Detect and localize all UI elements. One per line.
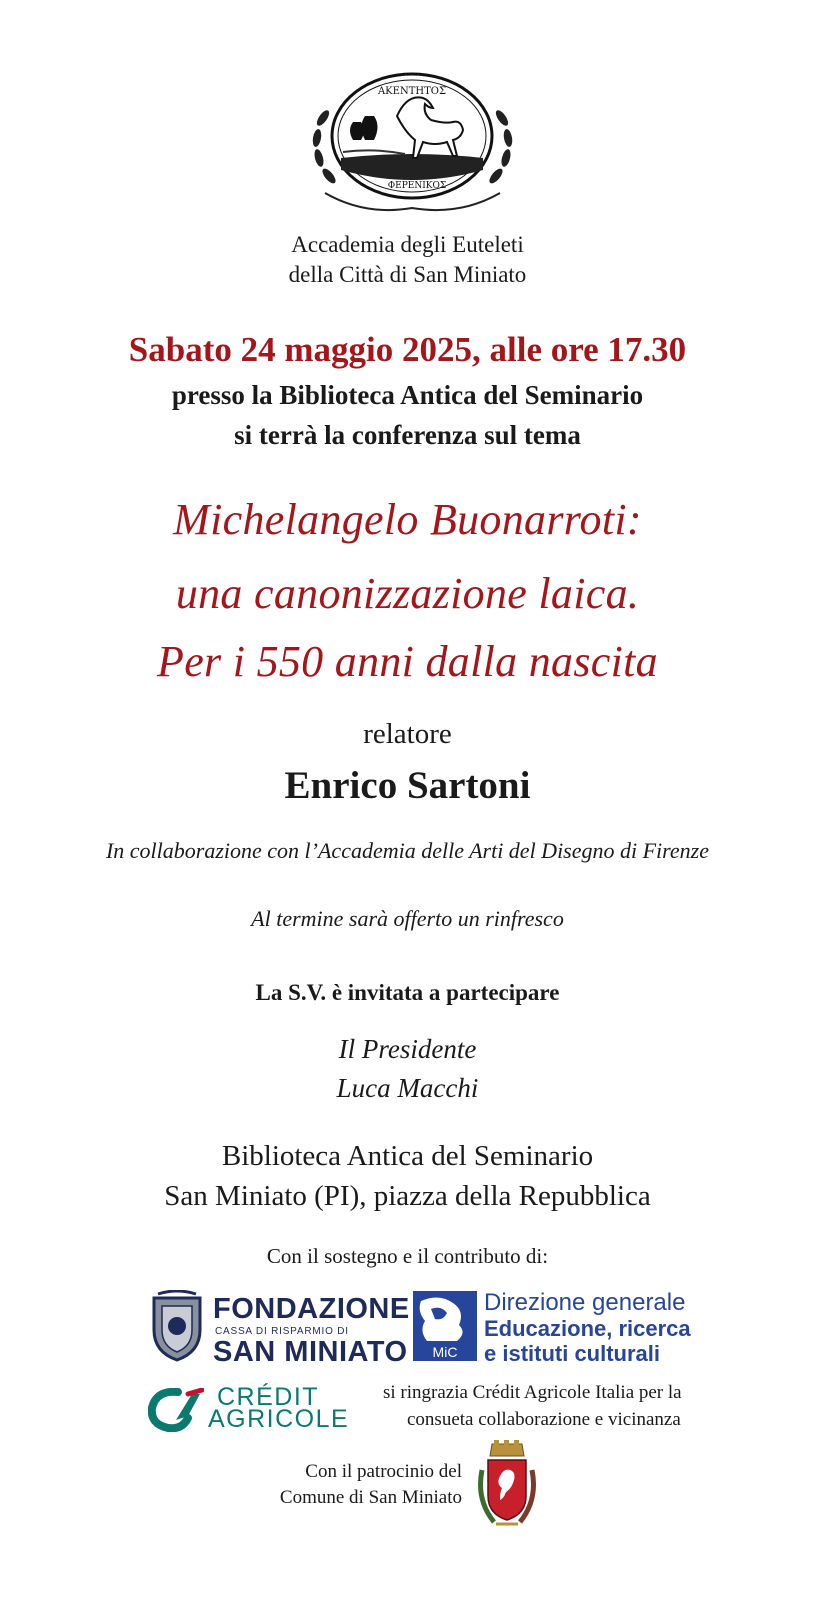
speaker-name: Enrico Sartoni <box>284 764 531 807</box>
venue-line1: Biblioteca Antica del Seminario <box>221 1140 594 1172</box>
mic-logo-line2: Educazione, ricerca <box>484 1316 691 1341</box>
patronage-line2: Comune di San Miniato <box>279 1487 462 1508</box>
academy-emblem-logo <box>305 58 520 218</box>
invitation-note: La S.V. è invitata a partecipare <box>255 980 560 1005</box>
mic-logo-icon <box>413 1291 477 1361</box>
thanks-line1: si ringrazia Crédit Agricole Italia per la <box>383 1382 682 1403</box>
president-name: Luca Macchi <box>336 1073 479 1103</box>
conference-title-line1: Michelangelo Buonarroti: <box>173 495 642 544</box>
conference-title-line3: Per i 550 anni dalla nascita <box>157 637 658 686</box>
fondazione-logo-line1: FONDAZIONE <box>213 1293 410 1325</box>
fondazione-logo-line2: CASSA DI RISPARMIO DI <box>215 1326 349 1337</box>
credit-agricole-line2: AGRICOLE <box>208 1405 350 1433</box>
venue-line2: San Miniato (PI), piazza della Repubblica <box>164 1180 651 1212</box>
fondazione-logo-line3: SAN MINIATO <box>213 1336 408 1368</box>
mic-logo-line1: Direzione generale <box>484 1289 686 1316</box>
collaboration-note: In collaborazione con l’Accademia delle Arti del Disegno di Firenze <box>105 838 710 863</box>
comune-coat-of-arms-icon <box>474 1440 540 1532</box>
credit-agricole-line1: CRÉDIT <box>217 1383 320 1411</box>
emblem-bottom-text: ΦΕΡΕΝΙΚΟΣ <box>387 181 447 191</box>
conference-title-line2: una canonizzazione laica. <box>175 569 640 618</box>
event-place-line: presso la Biblioteca Antica del Seminario <box>171 380 644 410</box>
refreshment-note: Al termine sarà offerto un rinfresco <box>251 906 564 931</box>
patronage-line1: Con il patrocinio del <box>305 1461 462 1482</box>
fondazione-crest-icon <box>148 1290 206 1362</box>
mic-logo-line3: e istituti culturali <box>484 1341 661 1366</box>
sponsors-intro: Con il sostegno e il contributo di: <box>266 1244 549 1268</box>
academy-name-line2: della Città di San Miniato <box>288 262 527 287</box>
speaker-label: relatore <box>363 718 452 750</box>
credit-agricole-mark-icon <box>148 1388 204 1432</box>
thanks-line2: consueta collaborazione e vicinanza <box>407 1409 681 1430</box>
president-title: Il Presidente <box>338 1034 477 1064</box>
event-date: Sabato 24 maggio 2025, alle ore 17.30 <box>128 330 687 369</box>
academy-name-line1: Accademia degli Euteleti <box>291 232 524 257</box>
event-intro-line: si terrà la conferenza sul tema <box>234 420 581 450</box>
mic-badge-text: MiC <box>432 1344 458 1360</box>
emblem-top-text: ΑΚΕΝΤΗΤΟΣ <box>377 86 447 97</box>
